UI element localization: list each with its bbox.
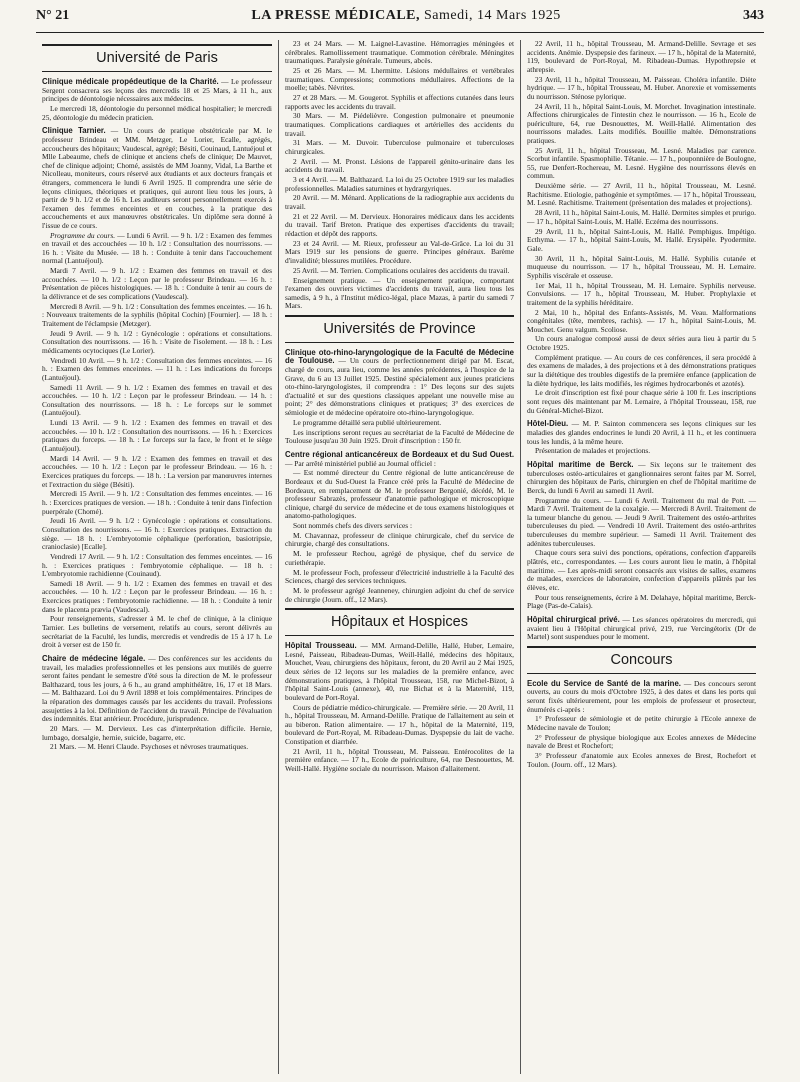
lecture-item: 23 et 24 Avril. — M. Rieux, professeur au Val-de-Grâce. La loi du 31 Mars 1919 sur les pensions de guerre. Principes généraux. Barème d'invalidité; blessures mutilées. Procédure. [285, 238, 514, 265]
lecture-item: 27 et 28 Mars. — M. Gougerot. Syphilis et affections cutanées dans leurs rapports avec les accidents du travail. [285, 92, 514, 111]
program-day: Jeudi 9 Avril. — 9 h. 1/2 : Gynécologie : opérations et consultations. Consultation des nourrissons. — 16 h. : Visite de l'isolement. — 18 h. : Les médicaments ocytociques (Le Lorier). [42, 328, 272, 355]
list-item: 2° Professeur de physique biologique aux Ecoles annexes de Médecine navale de Brest et Rochefort; [527, 732, 756, 751]
paragraph: Le mercredi 18, déontologie du personnel médical hospitalier; le mercredi 25, déontologie du médecin praticien. [42, 103, 272, 122]
section-heading-hopitaux: Hôpitaux et Hospices [285, 608, 514, 636]
lecture-item: 25 Avril, 11 h., hôpital Trousseau, M. Lesné. Maladies par carence. Scorbut infantile. Spasmophilie. Tétanie. — 17 h., pouponnière de Boulogne, 55, rue Denfert-Rochereau, M. Lesné. Hygiène des nourrissons élevés en commun. [527, 145, 756, 181]
program-day: Samedi 18 Avril. — 9 h. 1/2 : Examen des femmes en travail et des accouchées. — 10 h. 1/2 : Leçon par le professeur Brindeau. — 16 h. : Exercices pratiques : l'embryotomie rachidienne. — 18 h. : Conduite à tenir dans le placenta prævia (Vaudescal). [42, 578, 272, 614]
paragraph: Pour tous renseignements, écrire à M. Delahaye, hôpital maritime, Berck-Plage (Pas-de-Calais). [527, 592, 756, 611]
lecture-item: 25 et 26 Mars. — M. Lhermitte. Lésions médullaires et vertébrales traumatiques. Compressions; commotions médullaires. Affections de la moelle; tabès. Névrites. [285, 65, 514, 93]
lecture-item: 24 Avril, 11 h., hôpital Saint-Louis, M. Morchet. Invagination intestinale. Affections chirurgicales de l'intestin chez le nourrisson. — 16 h., Ecole de puériculture, 64, rue Desnouettes, M. Weill-Hallé. Alimentation des nourrissons malades. Laits modifiés. Bouillie maltée. Démonstrations pratiques. [527, 101, 756, 145]
program-day: Mardi 14 Avril. — 9 h. 1/2 : Examen des femmes en travail et des accouchées. — 10 h. 1/2 : Leçon par le professeur Brindeau. — 16 h. : Exercices pratiques du forceps. — 18 h. : La version par manœuvres internes et l'extraction du siège (Bésiti). [42, 453, 272, 489]
lecture-item: 1er Mai, 11 h., hôpital Trousseau, M. H. Lemaire. Syphilis nerveuse. Convulsions. — 17 h., hôpital Trousseau, M. Huber. Prophylaxie et traitement de la syphilis héréditaire. [527, 280, 756, 307]
issue-date: Samedi, 14 Mars 1925 [420, 8, 561, 23]
lecture-item: 28 Avril, 11 h., hôpital Saint-Louis, M. Hallé. Dermites simples et prurigo. — 17 h., hôpital Saint-Louis, M. Hallé. Eczéma des nourrissons. [527, 208, 756, 226]
paragraph: Les inscriptions seront reçues au secrétariat de la Faculté de Médecine de Toulouse jusqu'au 30 Juin 1925. Droit d'inscription : 150 fr. [285, 427, 514, 446]
paragraph: M. le professeur Rechou, agrégé de physique, chef du service de curiethérapie. [285, 549, 514, 567]
list-item: 1° Professeur de sémiologie et de petite chirurgie à l'Ecole annexe de Médecine navale de Toulon; [527, 714, 756, 732]
lecture-item: Le droit d'inscription est fixé pour chaque série à 100 fr. Les inscriptions sont reçues dès maintenant par M. Lemaire, à l'hôpital Trousseau, 158, rue du Général-Michel-Bizot. [527, 388, 756, 415]
column-2 [278, 40, 520, 1074]
article-berck: Hôpital maritime de Berck. — Six leçons sur le traitement des tuberculoses ostéo-articulaires et ganglionnaires seront faites par M. Sorrel, chirurgien des hôpitaux de Paris, chirurgien en chef de l'hôpital maritime de Berck, du lundi 6 Avril au samedi 11 Avril. [527, 460, 756, 495]
lecture-item: 25 Avril. — M. Terrien. Complications oculaires des accidents du travail. [293, 265, 510, 275]
page-number: 343 [742, 8, 764, 23]
lecture-item: Deuxième série. — 27 Avril, 11 h., hôpital Trousseau, M. Lesné. Rachitisme. Etiologie, pathogénie et symptômes. — 17 h., hôpital Trousseau, M. Lesné. Rachitisme. Traitement (présentation des malades et projections). [527, 181, 756, 208]
publication-title: LA PRESSE MÉDICALE, Samedi, 14 Mars 1925 [251, 8, 561, 23]
paragraph: M. Chavannaz, professeur de clinique chirurgicale, chef du service de chirurgie, chargé des consultations. [285, 530, 514, 549]
lecture-item: 30 Mars. — M. Piédelièvre. Congestion pulmonaire et pneumonie traumatiques. Complications cardiaques et artérielles des accidents du travail. [285, 111, 514, 138]
paragraph: Le programme détaillé sera publié ultérieurement. [293, 417, 442, 427]
lecture-item: 31 Mars. — M. Duvoir. Tuberculose pulmonaire et tuberculoses chirurgicales. [285, 138, 514, 156]
paragraph: Pour renseignements, s'adresser à M. le chef de clinique, à la clinique Tarnier. Les bulletins de versement, relatifs au cours, seront délivrés au secrétariat de la Faculté, les lundis, mercredis et vendredis de 15 à 17 h. Le droit à verser est de 150 fr. [42, 614, 272, 650]
article-hotel-dieu: Hôtel-Dieu. — M. P. Sainton commencera ses leçons cliniques sur les maladies des glandes endocrines le lundi 20 Avril, à 11 h., et les continuera tous les lundis, à la même heure. [527, 419, 757, 446]
program-day: Vendredi 17 Avril. — 9 h. 1/2 : Consultation des femmes enceintes. — 16 h. : Exercices pratiques : l'embryotomie céphalique. — 18 h. : L'embryotomie rachidienne (Couinaud). [42, 551, 272, 579]
issue-number: N° 21 [36, 8, 70, 23]
lecture-item: 23 et 24 Mars. — M. Laignel-Lavastine. Hémorragies méningées et cérébrales. Ramollissement traumatique. Commotion cérébrale. Méningites traumatiques. Paralysie générale. Tumeurs, abcès. [285, 40, 514, 66]
lecture-item: Complément pratique. — Au cours de ces conférences, il sera procédé à des examens de malades, à des projections et à des démonstrations pratiques sur la diététique des troubles digestifs de la première enfance (application de la diète hydrique, les laits modifiés, les régimes hydrocarbonés et azotés). [527, 352, 756, 388]
article-trousseau: Hôpital Trousseau. — MM. Armand-Delille, Hallé, Huber, Lemaire, Lesné, Paisseau, Ribadeau-Dumas, Weill-Hallé, médecins des hôpitaux, Mouchet, Veau, chirurgiens des hôpitaux, feront, du 20 Avril au 2 Mai 1925, deux séries de 12 leçons sur les maladies de la première enfance, avec démonstrations pratiques, à l'hôpital Trousseau, 158, rue Michel-Bizot, à l'hôpital Saint-Louis (annexe), 40, rue Bichat et à la Maternité, 119, boulevard de Port-Royal. [285, 641, 514, 702]
lecture-item: 3 et 4 Avril. — M. Balthazard. La loi du 25 Octobre 1919 sur les maladies professionnelles. Maladies saturnines et hydrargyriques. [285, 175, 514, 193]
program-day: Jeudi 16 Avril. — 9 h. 1/2 : Gynécologie : opérations et consultations. Consultation des nourrissons. — 16 h. : Exercices pratiques. Extraction du siège. — 18 h. : L'embryotomie céphalique (perforation, basiotripsie, cranioclasie) [Ecalle]. [42, 516, 272, 552]
program-day: Samedi 11 Avril. — 9 h. 1/2 : Examen des femmes en travail et des accouchées. — 10 h. 1/2 : Leçon par le professeur Brindeau. — 14 h. : Consultation des nourrissons. — 18 h. : Le forceps sur le sommet (Lantuéjoul). [42, 382, 272, 418]
column-1 [36, 40, 278, 1074]
paragraph: 21 Avril, 11 h., hôpital Trousseau, M. Paisseau. Entérocolites de la première enfance. — 17 h., Ecole de puériculture, 64, rue Desnouettes, M. Weill-Hallé. Hygiène sociale du nourrisson. Maison d'allaitement. [285, 746, 514, 773]
section-heading-concours: Concours [527, 646, 756, 674]
paragraph: Chaque cours sera suivi des ponctions, opérations, confection d'appareils plâtrés, etc., correspondantes. — Les cours auront lieu le matin, à l'hôpital maritime. — Les après-midi seront consacrés aux visites de salles, examens de malades, exercices de laboratoire, confection d'appareils plâtrés par les élèves, etc. [527, 548, 756, 592]
article-charite: Clinique médicale propédeutique de la Charité. — Le professeur Sergent consacrera ses leçons des mercredis 18 et 25 Mars, à 11 h., aux principes de déontologie nécessaires aux médecins. [42, 77, 273, 104]
lecture-item: 30 Avril, 11 h., hôpital Saint-Louis, M. Hallé. Syphilis cutanée et muqueuse du nourrisson. — 17 h., hôpital Trousseau, M. H. Lemaire. Syphilis viscérale et osseuse. [527, 253, 756, 280]
program-day: Mercredi 8 Avril. — 9 h. 1/2 : Consultation des femmes enceintes. — 16 h. : Nouveaux traitements de la syphilis (hôpital Cochin) [Fournier]. — 18 h. : Traitement de l'éclampsie (Metzger). [42, 301, 272, 328]
paragraph: Enseignement pratique. — Un enseignement pratique, comportant l'examen des ouvriers victimes d'accidents du travail, aura lieu tous les samedis, à 9 h., à l'Institut médico-légal, place Mazas, à partir du samedi 7 Mars. [285, 275, 514, 311]
article-bordeaux: Centre régional anticancéreux de Bordeaux et du Sud Ouest. — Par arrêté ministériel publié au Journal officiel : [285, 449, 514, 468]
paragraph: 21 Mars. — M. Henri Claude. Psychoses et névroses traumatiques. [50, 742, 249, 752]
program-day: Vendredi 10 Avril. — 9 h. 1/2 : Consultation des femmes enceintes. — 16 h. : Examen des femmes enceintes. — 11 h. : Les indications du forceps (Lantuéjoul). [42, 355, 272, 382]
paragraph: M. le professeur agrégé Jeanneney, chirurgien adjoint du chef de service de chirurgie (Journ. off., 12 Mars). [285, 586, 514, 604]
lecture-item: 21 et 22 Avril. — M. Dervieux. Honoraires médicaux dans les accidents du travail. Tarif Breton. Pratique des expertises d'accidents du travail; rédaction et dépôt des rapports. [285, 211, 514, 238]
article-toulouse: Clinique oto-rhino-laryngologique de la Faculté de Médecine de Toulouse. — Un cours de perfectionnement dirigé par M. Escat, chargé de cours, aura lieu, comme les années précédentes, à l'hospice de la Grave, du 6 au 13 Juillet 1925. Destiné spécialement aux jeunes praticiens oto-rhino-laryngologistes, il comprendra : 1° Des leçons sur des sujets d'actualité et sur des questions classiques appelant une nouvelle mise au point; 2° des démonstrations cliniques et pratiques; 3° des exercices de sémiologie et de médecine opératoire oto-rhino-laryngologique. [285, 347, 514, 418]
paragraph: Sont nommés chefs des divers services : [293, 521, 413, 531]
paragraph: — Est nommé directeur du Centre régional de lutte anticancéreuse de Bordeaux et du Sud-Ouest la France créé près la Faculté de Médecine de Bordeaux, en remplacement de M. le professeur Bergonié, décédé, M. le professeur Sabrazès, professeur d'anatomie pathologique et microscopique clinique, chargé du service de médecine et de tous examens histologiques et anatomo-pathologiques. [285, 468, 514, 521]
paragraph: Programme du cours. — Lundi 6 Avril. Traitement du mal de Pott. — Mardi 7 Avril. Traitement de la coxalgie. — Mercredi 8 Avril. Traitement de la tumeur blanche du genou. — Jeudi 9 Avril. Traitement des ostéo-arthrites tuberculeuses du pied. — Vendredi 10 Avril. Traitement des ostéo-arthrites tuberculeuses du membre supérieur. — Samedi 11 Avril. Traitement des adénites tuberculeuses. [527, 495, 756, 548]
list-item: 3° Professeur d'anatomie aux Ecoles annexes de Brest, Rochefort et Toulon. (Journ. off., 12 Mars). [527, 751, 756, 769]
program-day: Mardi 7 Avril. — 9 h. 1/2 : Examen des femmes en travail et des accouchées. — 10 h. 1/2 : Leçon par le professeur Brindeau. — 16 h. : Présentation de pièces histologiques. — 18 h. : Conduite à tenir au cours de la délivrance et de ses complications (Vaudescal). [42, 266, 272, 301]
lecture-item: Un cours analogue composé aussi de deux séries aura lieu à partir du 5 Octobre 1925. [527, 334, 756, 353]
masthead [36, 8, 764, 33]
article-medecine-legale: Chaire de médecine légale. — Des conférences sur les accidents du travail, les maladies professionnelles et les pensions aux mutilés de guerre seront faites pendant le semestre d'été sous la direction de M. le professeur Balthazard, tous les jours, à 6 h., au grand amphithéâtre, 16, 17 et 18 Mars. — M. Balthazard. Loi du 9 Avril 1898 et lois complémentaires. Principes de la réparation des dommages causés par les accidents du travail. Professions assujetties à la loi. Définition de l'accident du travail. Principe de l'évaluation des indemnités. Etat antérieur. Procédure, jurisprudence. [42, 654, 272, 724]
article-chirurgical-prive: Hôpital chirurgical privé. — Les séances opératoires du mercredi, qui avaient lieu à l'Hôpital chirurgical privé, 219, rue Vercingétorix (Dr de Martel) sont suspendues pour le moment. [527, 614, 756, 642]
lecture-item: 23 Avril, 11 h., hôpital Trousseau, M. Paisseau. Choléra infantile. Diète hydrique. — 17 h., hôpital Trousseau, M. Huber. Anorexie et vomissements du nourrisson. Sténose pylorique. [527, 74, 756, 101]
paragraph: Cours de pédiatrie médico-chirurgicale. — Première série. — 20 Avril, 11 h., hôpital Trousseau, M. Armand-Delille. Pratique de l'allaitement au sein et au biberon. Ration alimentaire. — 17 h., hôpital de la Maternité, 119, boulevard de Port-Royal, M. Ribadeau-Dumas. Dyspepsie du lait de vache. Constipation et diarrhée. [285, 702, 514, 746]
article-tarnier: Clinique Tarnier. — Un cours de pratique obstétricale par M. le professeur Brindeau et MM. Metzger, Le Lorier, Ecalle, agrégés, accoucheurs des hôpitaux; Vaudescal, agrégé; Bésiti, Couinaud, Lantuéjoul et Mlle Labeaume, chefs de clinique et anciens chefs de clinique; De Mauvet, chef de clinique adjoint; Chomé, assistés de MM Joanny, Vidal, La Barthe et Nicolleau, moniteurs, cours réservé aux étudiants et aux docteurs français et étrangers, commencera le lundi 6 Avril 1925. Il comprendra une série de leçons cliniques, théoriques et pratiques, qui auront lieu tous les jours, à partir de 9 h. 1/2 et de 16 h. Les auditeurs seront personnellement exercés à l'examen des femmes enceintes et en couches, à la pratique des accouchements et aux manœuvres obstétricales. Un diplôme sera donné à l'issue de ce cours. [42, 126, 272, 230]
paragraph: Présentation de malades et projections. [535, 446, 651, 456]
program-day: Lundi 13 Avril. — 9 h. 1/2 : Examen des femmes en travail et des accouchées. — 10 h. 1/2 : Consultation des nourrissons. — 16 h. : Exercices pratiques du forceps. — 18 h. : Le forceps sur la face, le front et le siège (Lantuéjoul). [42, 418, 272, 454]
section-heading-paris: Université de Paris [42, 44, 272, 72]
lecture-item: 2 Avril. — M. Pronst. Lésions de l'appareil génito-urinaire dans les accidents du travail. [285, 156, 514, 175]
paragraph: 20 Mars. — M. Dervieux. Les cas d'interprétation difficile. Hernie, lumbago, dorsalgie, hernie, suicide, bagarre, etc. [42, 723, 272, 742]
program-intro: Programme du cours. — Lundi 6 Avril. — 9 h. 1/2 : Examen des femmes en travail et des accouchées — 10 h. 1/2 : Consultation des nourrissons. — 16 h. : Visite du Musée. — 18 h. : Conduite à tenir dans l'accouchement normal (Lantuéjoul). [42, 230, 272, 266]
lecture-item: 20 Avril. — M. Ménard. Applications de la radiographie aux accidents du travail. [285, 193, 514, 211]
lecture-item: 22 Avril, 11 h., hôpital Trousseau, M. Armand-Delille. Sevrage et ses accidents. Anémie. Dyspepsie des farineux. — 17 h., hôpital de la Maternité, 119, boulevard de Port-Royal, M. Ribadeau-Dumas. Hypothrepsie et athrepsie. [527, 40, 756, 74]
section-heading-province: Universités de Province [285, 315, 514, 343]
column-3 [520, 40, 762, 1074]
lecture-item: 2 Mai, 10 h., hôpital des Enfants-Assistés, M. Veau. Malformations congénitales (tête, membres, rachis). — 17 h., hôpital Saint-Louis, M. Mouchet. Genu valgum. Scoliose. [527, 307, 756, 334]
paragraph: M. le professeur Foch, professeur d'électricité industrielle à la Faculté des Sciences, chargé des services techniques. [285, 567, 514, 586]
program-day: Mercredi 15 Avril. — 9 h. 1/2 : Consultation des femmes enceintes. — 16 h. : Exercices pratiques de version. — 18 h. : Conduite à tenir dans l'infection puerpérale (Chomé). [42, 489, 272, 516]
lecture-item: 29 Avril, 11 h., hôpital Saint-Louis, M. Hallé. Pemphigus. Impétigo. Ecthyma. — 17 h., hôpital Saint-Louis, M. Hallé. Erysipèle. Pyodermite. Gale. [527, 226, 756, 253]
article-marine: Ecole du Service de Santé de la marine. — Des concours seront ouverts, au cours du mois d'Octobre 1925, à des dates et dans les ports qui seront fixés ultérieurement, pour les emplois de professeur et prosecteur, énumérés ci-après : [527, 678, 756, 714]
